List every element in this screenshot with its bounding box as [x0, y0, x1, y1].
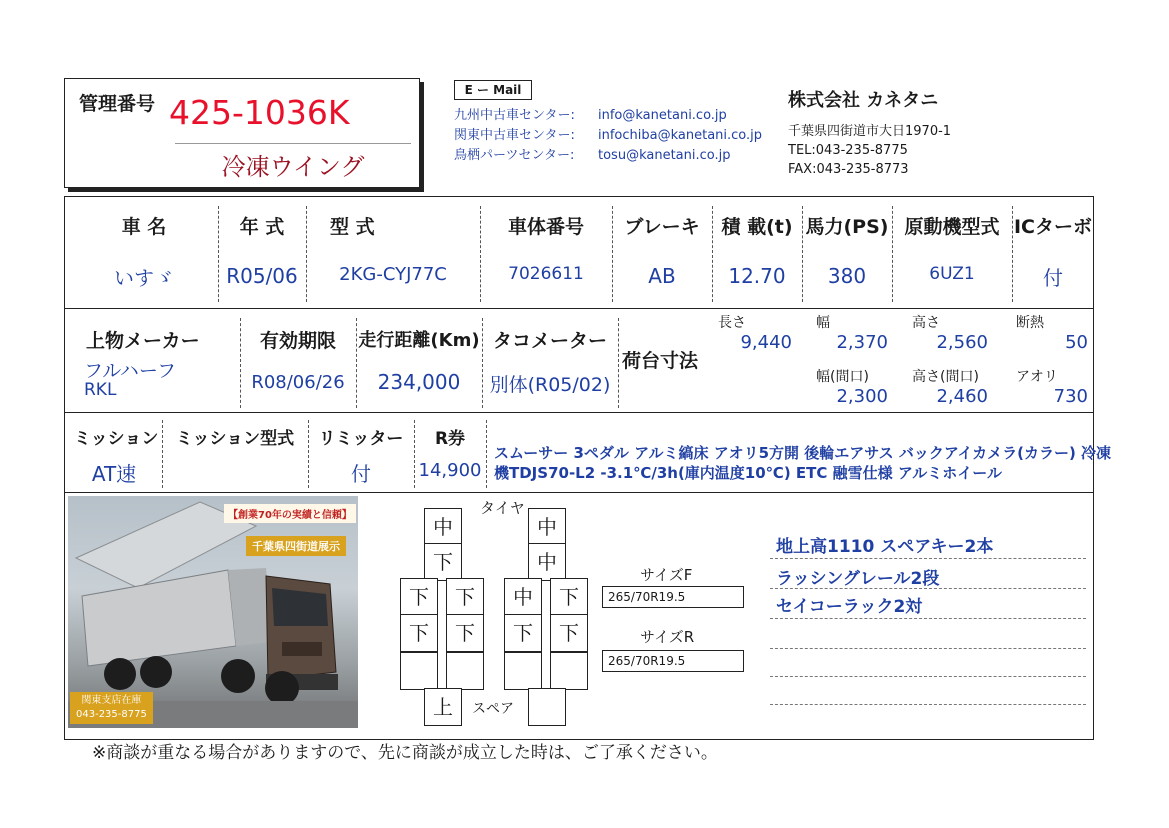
width-label: 幅: [816, 315, 830, 331]
email-link[interactable]: info@kanetani.co.jp: [598, 108, 727, 123]
header-car-name: 車 名: [121, 216, 167, 238]
body-type: 冷凍ウイング: [221, 153, 365, 181]
email-link[interactable]: tosu@kanetani.co.jp: [598, 148, 731, 163]
inner-height-value: 2,460: [936, 386, 988, 407]
inspection-label: 有効期限: [259, 330, 336, 352]
email-row: 鳥栖パーツセンター: tosu@kanetani.co.jp: [454, 148, 731, 163]
tire-rear-r2-b: 下: [550, 614, 588, 652]
ic-turbo: 付: [1043, 266, 1063, 290]
engine-model: 6UZ1: [929, 264, 975, 284]
gate-value: 730: [1053, 386, 1088, 407]
header-hp: 馬力(PS): [805, 216, 889, 238]
email-label-box: [454, 80, 532, 100]
inspection-date: R08/06/26: [251, 372, 345, 393]
footer-note: ※商談が重なる場合がありますので、先に商談が成立した時は、ご了承ください。: [92, 743, 718, 763]
model-year: R05/06: [226, 264, 298, 288]
header-load: 積 載(t): [721, 216, 793, 238]
inner-width-value: 2,300: [836, 386, 888, 407]
body-maker-label: 上物メーカー: [86, 330, 200, 352]
tire-front-right-inner: 中: [528, 543, 566, 581]
header-model: 型 式: [330, 216, 375, 238]
email-row: 九州中古車センター: info@kanetani.co.jp: [454, 108, 727, 123]
equipment-line-1: スムーサー 3ペダル アルミ縞床 アオリ5方開 後輪エアサス バックアイカメラ(カラー) 冷凍: [494, 444, 1112, 462]
tire-front-left-inner: 下: [424, 543, 462, 581]
tire-rear-l2-a: 下: [400, 614, 438, 652]
company-info: [788, 86, 951, 177]
insulation-label: 断熱: [1016, 315, 1044, 331]
size-r-label: サイズR: [640, 628, 695, 646]
tire-rear-l3-b: [446, 652, 484, 690]
equipment-line-2: 機TDJS70-L2 -3.1℃/3h(庫内温度10℃) ETC 融雪仕様 アルミホイール: [494, 464, 1002, 482]
tacho: 別体(R05/02): [489, 374, 611, 396]
width-value: 2,370: [836, 332, 888, 353]
tire-rear-l3-a: [400, 652, 438, 690]
load-capacity: 12.70: [728, 264, 786, 288]
header-year: 年 式: [239, 216, 285, 238]
tacho-label: タコメーター: [492, 330, 607, 352]
tire-rear-r1-b: 下: [550, 578, 588, 616]
insulation-value: 50: [1065, 332, 1088, 353]
header-ic-turbo: ICターボ: [1013, 216, 1092, 238]
banner-mid: 千葉県四街道展示: [246, 536, 346, 556]
tire-front-left-outer: 中: [424, 508, 462, 546]
tire-rear-r2-a: 下: [504, 614, 542, 652]
banner-bottom-line-1: 関東支店在庫: [81, 695, 142, 706]
limiter: 付: [351, 462, 371, 486]
body-model: RKL: [84, 380, 117, 400]
r-value: 14,900: [418, 460, 482, 481]
r-label: R券: [434, 429, 466, 449]
length-label: 長さ: [718, 315, 746, 331]
header-brake: ブレーキ: [624, 216, 700, 238]
body-maker: フルハーフ: [84, 360, 176, 382]
company-tel: TEL:043-235-8775: [788, 143, 908, 158]
email-row: 関東中古車センター: infochiba@kanetani.co.jp: [454, 128, 763, 143]
mission: AT速: [91, 462, 137, 486]
company-name: 株式会社 カネタニ: [788, 90, 939, 111]
email-list: [454, 106, 762, 166]
header-chassis: 車体番号: [507, 216, 584, 238]
tire-front-right-outer: 中: [528, 508, 566, 546]
banner-bottom: [70, 692, 153, 724]
brake: AB: [648, 264, 676, 288]
inner-width-label: 幅(間口): [816, 369, 869, 385]
email-label: E ー Mail: [464, 83, 522, 97]
tire-spare-right: [528, 688, 566, 726]
tire-rear-l1-a: 下: [400, 578, 438, 616]
note-3: セイコーラック2対: [776, 597, 923, 617]
banner-bottom-line-2: 043-235-8775: [76, 709, 147, 720]
size-r-value: 265/70R19.5: [608, 654, 686, 668]
mission-type-label: ミッション型式: [175, 429, 295, 449]
tire-rear-l2-b: 下: [446, 614, 484, 652]
tire-title: タイヤ: [480, 499, 525, 517]
size-f-label: サイズF: [640, 566, 693, 584]
management-number: 425-1036K: [169, 93, 350, 132]
height-value: 2,560: [936, 332, 988, 353]
note-2: ラッシングレール2段: [776, 569, 940, 589]
email-link[interactable]: infochiba@kanetani.co.jp: [598, 128, 763, 143]
limiter-label: リミッター: [318, 429, 404, 449]
truck-photo: [68, 496, 358, 728]
header-engine: 原動機型式: [904, 216, 1000, 238]
spare-label: スペア: [472, 701, 514, 717]
company-address: 千葉県四街道市大日1970-1: [788, 124, 952, 139]
length-value: 9,440: [740, 332, 792, 353]
model-code: 2KG-CYJ77C: [339, 264, 447, 285]
tire-rear-r3-a: [504, 652, 542, 690]
inner-height-label: 高さ(間口): [912, 369, 979, 385]
cargo-label: 荷台寸法: [622, 350, 699, 372]
mileage: 234,000: [377, 370, 461, 394]
note-1: 地上高1110 スペアキー2本: [776, 537, 994, 557]
tire-rear-r1-a: 中: [504, 578, 542, 616]
mission-label: ミッション: [74, 429, 159, 449]
height-label: 高さ: [912, 315, 940, 331]
size-f-value: 265/70R19.5: [608, 590, 686, 604]
banner-top: 【創業70年の実績と信頼】: [224, 504, 356, 523]
tire-rear-r3-b: [550, 652, 588, 690]
company-fax: FAX:043-235-8773: [788, 162, 909, 177]
gate-label: アオリ: [1016, 369, 1058, 385]
horsepower: 380: [827, 264, 867, 288]
mileage-label: 走行距離(Km): [358, 330, 480, 351]
management-box: [64, 78, 420, 188]
tire-spare-left: 上: [424, 688, 462, 726]
chassis-number: 7026611: [508, 264, 584, 284]
tire-rear-l1-b: 下: [446, 578, 484, 616]
management-label: 管理番号: [79, 93, 156, 115]
car-name: いすゞ: [114, 266, 174, 290]
